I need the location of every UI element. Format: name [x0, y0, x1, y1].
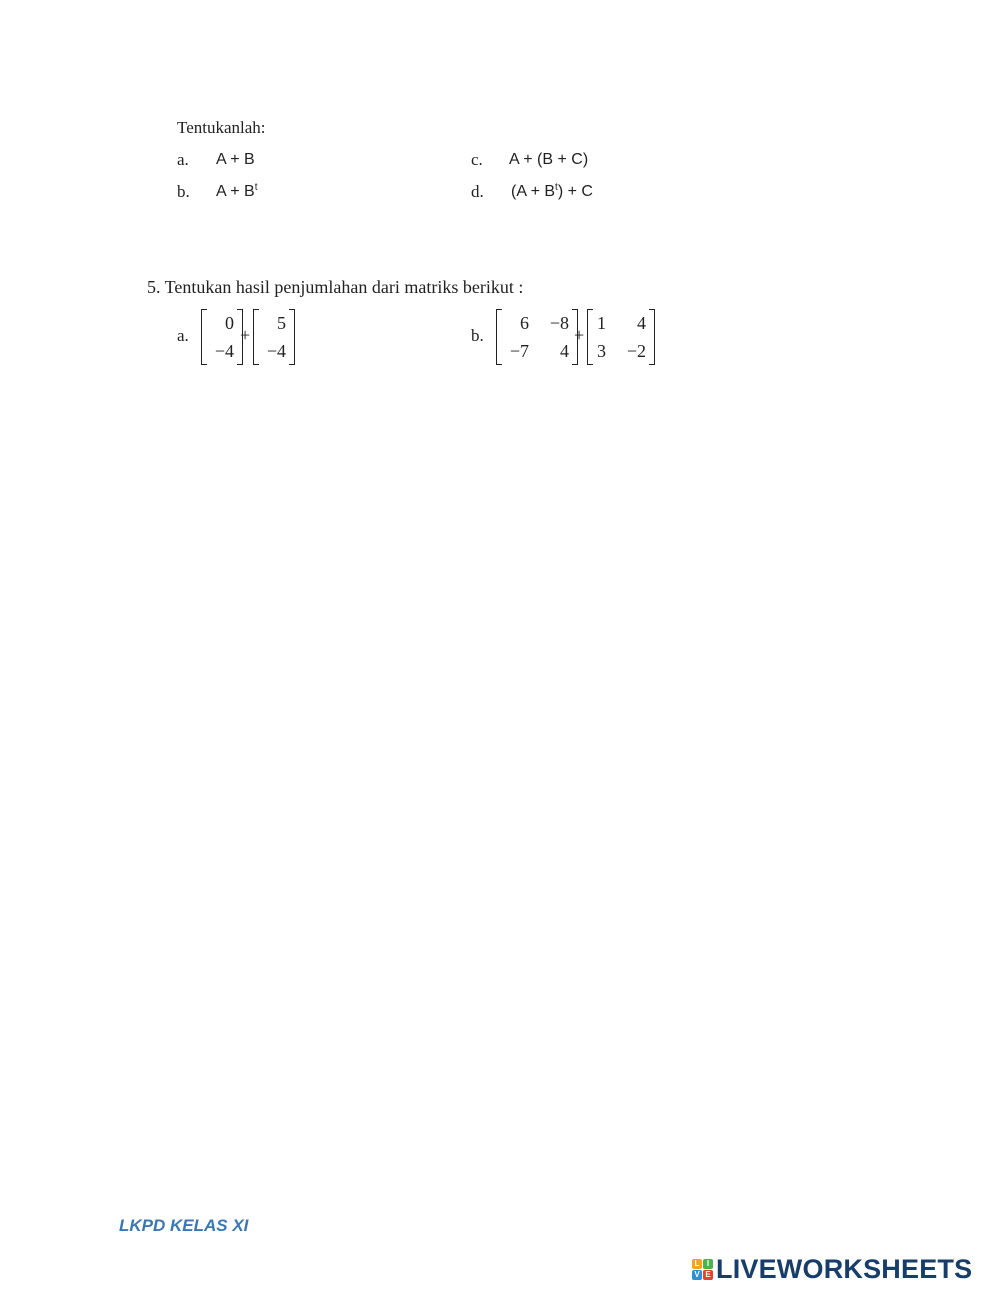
item-expr-text: A + B — [216, 151, 255, 168]
item-expr-rest: ) + C — [557, 183, 593, 200]
matrix-cell: 4 — [560, 340, 569, 361]
matrix-a-left — [201, 309, 243, 365]
part-b-label: b. — [471, 326, 484, 345]
logo-text: LIVEWORKSHEETS — [716, 1254, 973, 1284]
matrix-cell: 6 — [520, 312, 529, 333]
transpose-superscript: t — [254, 182, 258, 193]
logo-mark-icon — [692, 1259, 713, 1280]
plus-sign: + — [240, 325, 251, 345]
item-expr-text: A + (B + C) — [509, 151, 589, 168]
item-label-b: b. — [177, 182, 190, 201]
matrix-cell: 4 — [637, 312, 646, 333]
instruction-text: Tentukanlah: — [177, 118, 266, 137]
item-expr-d — [511, 182, 593, 202]
matrix-cell: −2 — [626, 340, 646, 361]
matrix-cells — [207, 309, 237, 365]
matrix-cell: 5 — [277, 312, 286, 333]
item-expr-a — [216, 150, 255, 170]
footer-title: LKPD KELAS XI — [119, 1216, 249, 1235]
matrix-cell: −4 — [214, 340, 234, 361]
transpose-superscript: t — [555, 182, 558, 193]
logo-letter: L — [692, 1259, 702, 1269]
right-bracket — [649, 309, 655, 365]
matrix-cell: −8 — [549, 312, 569, 333]
item-expr-text: A + B — [216, 183, 255, 200]
item-label-d: d. — [471, 182, 484, 201]
matrix-b-left — [496, 309, 578, 365]
logo-letter: V — [692, 1270, 702, 1280]
item-expr-b — [216, 182, 257, 202]
right-bracket — [289, 309, 295, 365]
matrix-cell: 0 — [225, 312, 234, 333]
item-expr-c — [509, 150, 588, 170]
matrix-cell: 1 — [597, 312, 606, 333]
plus-sign: + — [574, 325, 585, 345]
part-a-label: a. — [177, 326, 189, 345]
item-label-a: a. — [177, 150, 189, 169]
item-label-c: c. — [471, 150, 483, 169]
matrix-cell: −7 — [509, 340, 529, 361]
matrix-cells — [502, 309, 572, 365]
item-expr-text: (A + B — [511, 183, 556, 200]
matrix-cell: 3 — [597, 340, 606, 361]
matrix-b-right — [587, 309, 655, 365]
matrix-a-right — [253, 309, 295, 365]
logo-letter: I — [703, 1259, 713, 1269]
matrix-cell: −4 — [266, 340, 286, 361]
logo-letter: E — [703, 1270, 713, 1280]
matrix-cells — [259, 309, 289, 365]
question-5-text: 5. Tentukan hasil penjumlahan dari matriks berikut : — [147, 277, 524, 297]
liveworksheets-logo[interactable] — [692, 1255, 972, 1283]
matrix-cells — [593, 309, 649, 365]
